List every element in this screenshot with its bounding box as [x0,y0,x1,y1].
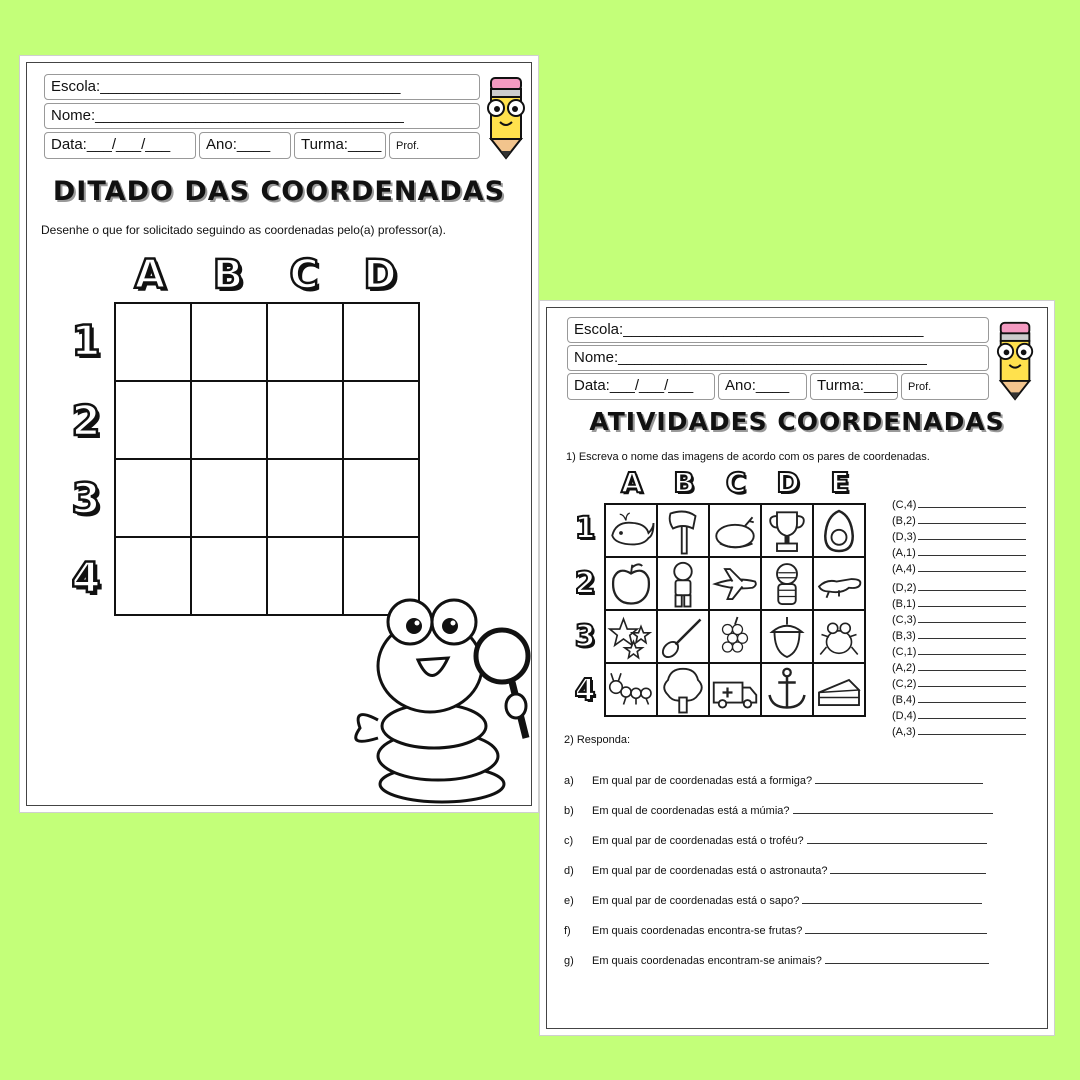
grid-cell-b4 [657,663,709,716]
row-label-3: 3 [71,474,101,523]
answer-line[interactable] [918,612,1026,623]
pair-row [892,580,1026,596]
answer-line[interactable] [918,497,1026,508]
row-label-2: 2 [71,396,101,445]
answer-line[interactable] [793,803,993,814]
ant-icon [606,664,656,715]
caterpillar-magnifier-illustration [338,588,538,804]
grid-cell[interactable] [343,381,419,459]
alligator-icon [814,559,864,609]
grid-cell-c1 [709,504,761,557]
pair-row [892,513,1026,529]
pair-row [892,612,1026,628]
anchor-icon [762,665,812,715]
row-label-2: 2 [574,566,596,601]
question-text: Em qual par de coordenadas está a formiga? [592,775,813,787]
picture-coordinate-grid [604,503,866,717]
answer-line[interactable] [802,893,982,904]
answer-line[interactable] [918,545,1026,556]
grid-cell-d3 [761,610,813,663]
answer-line[interactable] [918,676,1026,687]
grid-cell[interactable] [267,303,343,381]
mummy-icon [762,559,812,609]
turma-field: Turma:____ [294,132,386,159]
data-field: Data:___/___/___ [44,132,196,159]
grid-cell-a4 [605,663,657,716]
grid-cell[interactable] [115,303,191,381]
grid-cell-b3 [657,610,709,663]
grid-cell-a1 [605,504,657,557]
blank-coordinate-grid [114,302,420,616]
nome-field: Nome:_____________________________________ [44,103,480,129]
answer-line[interactable] [825,953,989,964]
row-label-1: 1 [71,316,101,365]
grid-cell[interactable] [115,381,191,459]
worksheet-atividades [540,301,1054,1035]
astronaut-icon [658,559,708,609]
axe-icon [658,506,708,556]
ano-field: Ano:____ [199,132,291,159]
question-a [564,773,983,787]
acorn-icon [762,612,812,662]
trophy-icon [762,506,812,556]
answer-line[interactable] [918,529,1026,540]
grid-cell-c3 [709,610,761,663]
answer-line[interactable] [918,513,1026,524]
pair-label: (A,4) [892,563,916,575]
row-label-4: 4 [71,553,101,602]
answer-line[interactable] [918,580,1026,591]
grid-cell-d4 [761,663,813,716]
question-text: Em quais coordenadas encontra-se frutas? [592,925,803,937]
pair-row [892,529,1026,545]
prof-field: Prof. [901,373,989,400]
grid-cell[interactable] [191,381,267,459]
pair-label: (D,3) [892,531,917,543]
grid-cell[interactable] [115,537,191,615]
turma-field: Turma:____ [810,373,898,400]
grid-cell-a3 [605,610,657,663]
grid-cell[interactable] [267,459,343,537]
pair-label: (C,4) [892,499,917,511]
escola-field: Escola:____________________________________ [567,317,989,343]
answer-line[interactable] [807,833,987,844]
pencil-mascot-icon [992,319,1040,401]
apple-icon [606,558,656,609]
answer-line[interactable] [918,708,1026,719]
question-text: Em qual de coordenadas está a múmia? [592,805,790,817]
grid-cell-c4 [709,663,761,716]
pair-row [892,545,1026,561]
avocado-icon [814,506,864,556]
column-label-a: A [621,466,643,499]
pair-row [892,628,1026,644]
pair-label: (D,4) [892,710,917,722]
question-text: Em qual par de coordenadas está o troféu? [592,835,804,847]
ano-field: Ano:____ [718,373,807,400]
question-e [564,893,982,907]
pair-label: (C,3) [892,614,917,626]
grid-cell-a2 [605,557,657,610]
instruction-text: Desenhe o que for solicitado seguindo as coordenadas pelo(a) professor(a). [41,223,446,237]
nome-field: Nome:_____________________________________ [567,345,989,371]
coordinate-pairs-list [892,497,1026,740]
grid-cell[interactable] [343,303,419,381]
pair-label: (C,1) [892,646,917,658]
pair-row [892,561,1026,577]
pair-row [892,497,1026,513]
answer-line[interactable] [918,660,1026,671]
grid-cell-b1 [657,504,709,557]
question-letter: f) [564,925,571,937]
grid-cell-e1 [813,504,865,557]
answer-line[interactable] [918,628,1026,639]
question-f [564,923,987,937]
question-b [564,803,993,817]
question-letter: e) [564,895,574,907]
data-field: Data:___/___/___ [567,373,715,400]
grid-cell-c2 [709,557,761,610]
pair-label: (A,2) [892,662,916,674]
pair-label: (C,2) [892,678,917,690]
column-label-e: E [830,466,850,499]
pair-label: (D,2) [892,582,917,594]
question-text: Em quais coordenadas encontram-se animais? [592,955,822,967]
pair-row [892,660,1026,676]
grid-cell-d1 [761,504,813,557]
page-title: DITADO DAS COORDENADAS [52,176,506,207]
pair-row [892,644,1026,660]
grid-cell-d2 [761,557,813,610]
column-label-b: B [212,252,244,298]
column-label-d: D [363,252,397,298]
ambulance-icon [710,665,760,715]
pair-label: (B,2) [892,515,916,527]
stars-icon [606,611,656,662]
question-letter: g) [564,955,574,967]
pair-row [892,724,1026,740]
answer-line[interactable] [815,773,983,784]
pair-row [892,596,1026,612]
question-letter: a) [564,775,574,787]
question-c [564,833,987,847]
column-label-a: A [134,252,166,298]
grid-cell[interactable] [267,381,343,459]
pair-label: (B,4) [892,694,916,706]
question-2-text: 2) Responda: [564,734,631,746]
question-1-text: 1) Escreva o nome das imagens de acordo com os pares de coordenadas. [566,451,930,463]
question-d [564,863,986,877]
question-letter: b) [564,805,574,817]
question-g [564,953,989,967]
row-label-4: 4 [574,673,596,708]
grid-cell[interactable] [115,459,191,537]
prof-field: Prof. [389,132,480,159]
question-text: Em qual par de coordenadas está o sapo? [592,895,800,907]
question-letter: c) [564,835,574,847]
column-label-c: C [289,252,319,298]
page-title: ATIVIDADES COORDENADAS [589,407,1005,436]
row-label-3: 3 [574,619,596,654]
pair-row [892,692,1026,708]
column-label-b: B [673,466,695,499]
answer-line[interactable] [918,644,1026,655]
pair-label: (A,1) [892,547,916,559]
grid-cell-e3 [813,610,865,663]
answer-line[interactable] [805,923,987,934]
frog-icon [814,612,864,662]
grid-cell[interactable] [191,459,267,537]
pair-row [892,676,1026,692]
answer-line[interactable] [830,863,986,874]
pair-label: (B,1) [892,598,916,610]
grid-cell[interactable] [267,537,343,615]
grid-cell[interactable] [343,459,419,537]
answer-line[interactable] [918,561,1026,572]
cake-icon [814,665,864,715]
grid-cell-e4 [813,663,865,716]
grid-cell-b2 [657,557,709,610]
escola-field: Escola:____________________________________ [44,74,480,100]
pair-label: (A,3) [892,726,916,738]
grid-cell[interactable] [191,537,267,615]
grapes-icon [710,612,760,662]
whale-icon [606,505,656,556]
pair-label: (B,3) [892,630,916,642]
question-letter: d) [564,865,574,877]
pencil-mascot-icon [482,74,532,160]
answer-line[interactable] [918,692,1026,703]
tree-icon [658,665,708,715]
airplane-icon [710,559,760,609]
spoon-icon [658,612,708,662]
row-label-1: 1 [574,511,596,546]
worksheet-ditado [20,56,538,812]
answer-line[interactable] [918,724,1026,735]
column-label-c: C [725,466,747,499]
roast-chicken-icon [710,506,760,556]
pair-row [892,708,1026,724]
question-text: Em qual par de coordenadas está o astronauta? [592,865,828,877]
column-label-d: D [776,466,800,499]
answer-line[interactable] [918,596,1026,607]
grid-cell[interactable] [191,303,267,381]
grid-cell-e2 [813,557,865,610]
